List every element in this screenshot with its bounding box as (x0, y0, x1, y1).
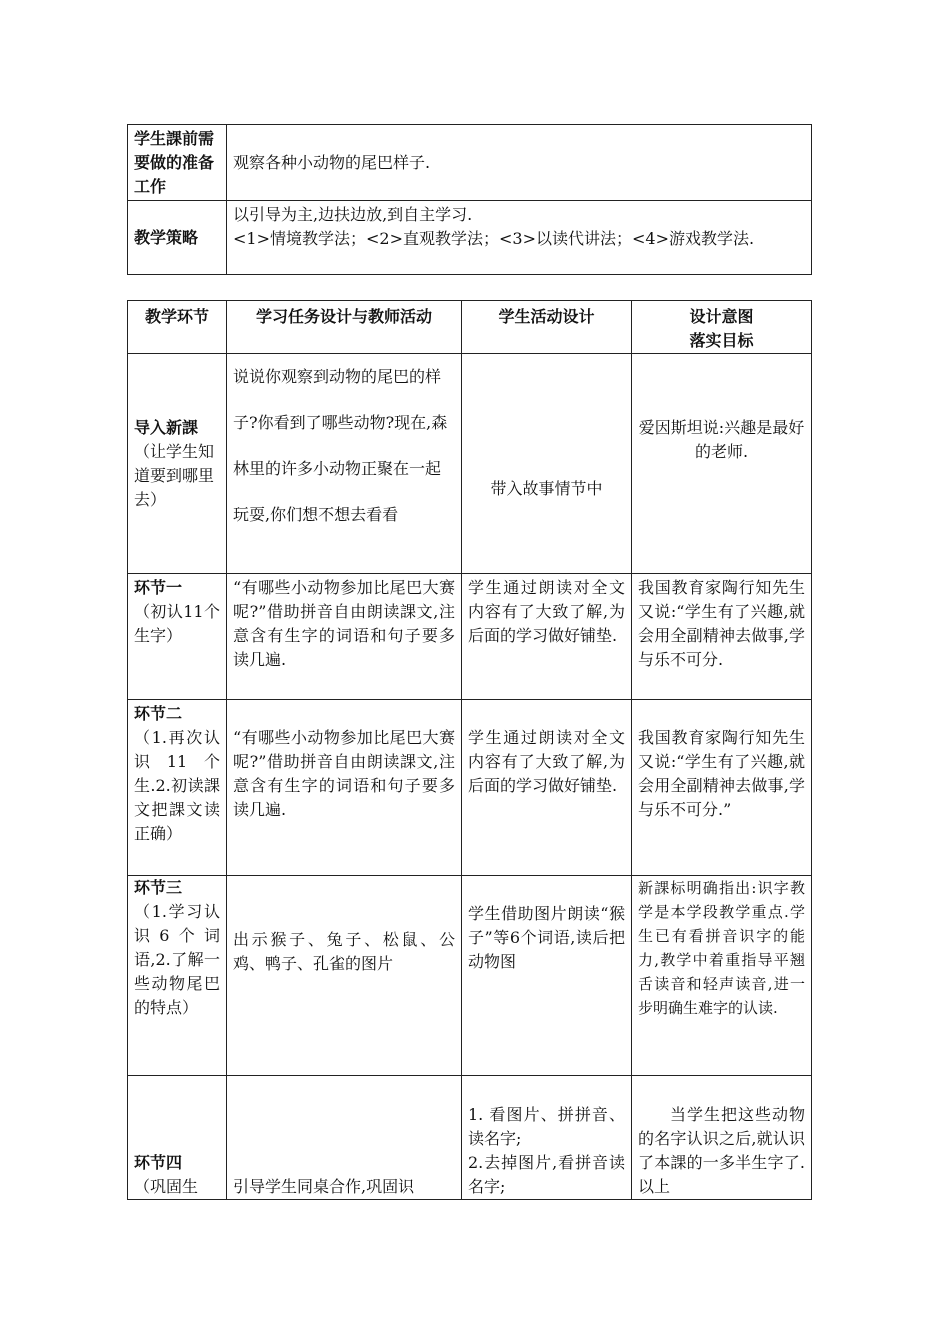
prep-strategy-table (127, 124, 812, 275)
stage-cell (128, 876, 227, 1076)
student-cell: 学生通过朗读对全文内容有了大致了解,为后面的学习做好铺垫. (462, 574, 632, 700)
student-cell: 学生借助图片朗读“猴子”等6个词语,读后把动物图 (462, 876, 632, 1076)
stage-note: （1.再次认识11个生.2.初读課文把課文读正确） (134, 728, 220, 843)
student-cell: 学生通过朗读对全文内容有了大致了解,为后面的学习做好铺垫. (462, 700, 632, 876)
header-student: 学生活动设计 (462, 301, 632, 354)
lesson-plan-table (127, 300, 812, 1200)
teacher-cell: “有哪些小动物参加比尾巴大赛呢?”借助拼音自由朗读課文,注意含有生字的词语和句子要多读几遍. (227, 700, 462, 876)
intent-cell: 爱因斯坦说:兴趣是最好的老师. (632, 354, 812, 574)
teacher-cell: “有哪些小动物参加比尾巴大赛呢?”借助拼音自由朗读課文,注意含有生字的词语和句子要多读几遍. (227, 574, 462, 700)
table-row (128, 1076, 812, 1200)
strategy-row (128, 201, 812, 275)
intent-cell: 我国教育家陶行知先生又说:“学生有了兴趣,就会用全副精神去做事,学与乐不可分. (632, 574, 812, 700)
table-row (128, 354, 812, 574)
stage-cell (128, 354, 227, 574)
stage-cell (128, 1076, 227, 1200)
stage-title: 环节四 (134, 1153, 183, 1172)
stage-note: （巩固生 (134, 1177, 199, 1196)
stage-cell (128, 574, 227, 700)
prep-content: 观察各种小动物的尾巴样子. (227, 125, 812, 201)
stage-cell (128, 700, 227, 876)
strategy-line-1: 以引导为主,边扶边放,到自主学习. (233, 205, 473, 224)
strategy-content (227, 201, 812, 275)
student-line-2: 2.去掉图片,看拼音读名字; (468, 1153, 625, 1196)
stage-note: （初认11个生字） (134, 602, 220, 645)
prep-row (128, 125, 812, 201)
table-row (128, 574, 812, 700)
intent-cell: 当学生把这些动物的名字认识之后,就认识了本課的一多半生字了.以上 (632, 1076, 812, 1200)
stage-title: 环节一 (134, 578, 183, 597)
prep-label: 学生課前需要做的准备工作 (128, 125, 227, 201)
header-row (128, 301, 812, 354)
strategy-line-2: <1>情境教学法；<2>直观教学法；<3>以读代讲法；<4>游戏教学法. (233, 229, 755, 248)
teacher-cell: 出示猴子、兔子、松鼠、公鸡、鸭子、孔雀的图片 (227, 876, 462, 1076)
header-intent: 设计意图 落实目标 (632, 301, 812, 354)
intent-cell: 我国教育家陶行知先生又说:“学生有了兴趣,就会用全副精神去做事,学与乐不可分.” (632, 700, 812, 876)
student-cell (462, 1076, 632, 1200)
stage-note: （1.学习认识6个词语,2.了解一些动物尾巴的特点） (134, 902, 220, 1017)
header-teacher: 学习任务设计与教师活动 (227, 301, 462, 354)
table-row (128, 700, 812, 876)
header-stage: 教学环节 (128, 301, 227, 354)
stage-title: 环节三 (134, 878, 183, 897)
teacher-cell: 引导学生同桌合作,巩固识 (227, 1076, 462, 1200)
intent-cell: 新課标明确指出:识字教学是本学段教学重点.学生已有看拼音识字的能力,教学中着重指导平翘舌读音和轻声读音,进一步明确生难字的认读. (632, 876, 812, 1076)
student-line-1: 1. 看图片、拼拼音、读名字; (468, 1105, 625, 1148)
stage-title: 环节二 (134, 704, 183, 723)
stage-title: 导入新課 (134, 417, 199, 437)
stage-note: （让学生知道要到哪里去） (134, 441, 215, 509)
table-row (128, 876, 812, 1076)
student-cell: 带入故事情节中 (462, 354, 632, 574)
teacher-cell: 说说你观察到动物的尾巴的样子?你看到了哪些动物?现在,森林里的许多小动物正聚在一起玩耍,你们想不想去看看 (227, 354, 462, 574)
strategy-label: 教学策略 (128, 201, 227, 275)
